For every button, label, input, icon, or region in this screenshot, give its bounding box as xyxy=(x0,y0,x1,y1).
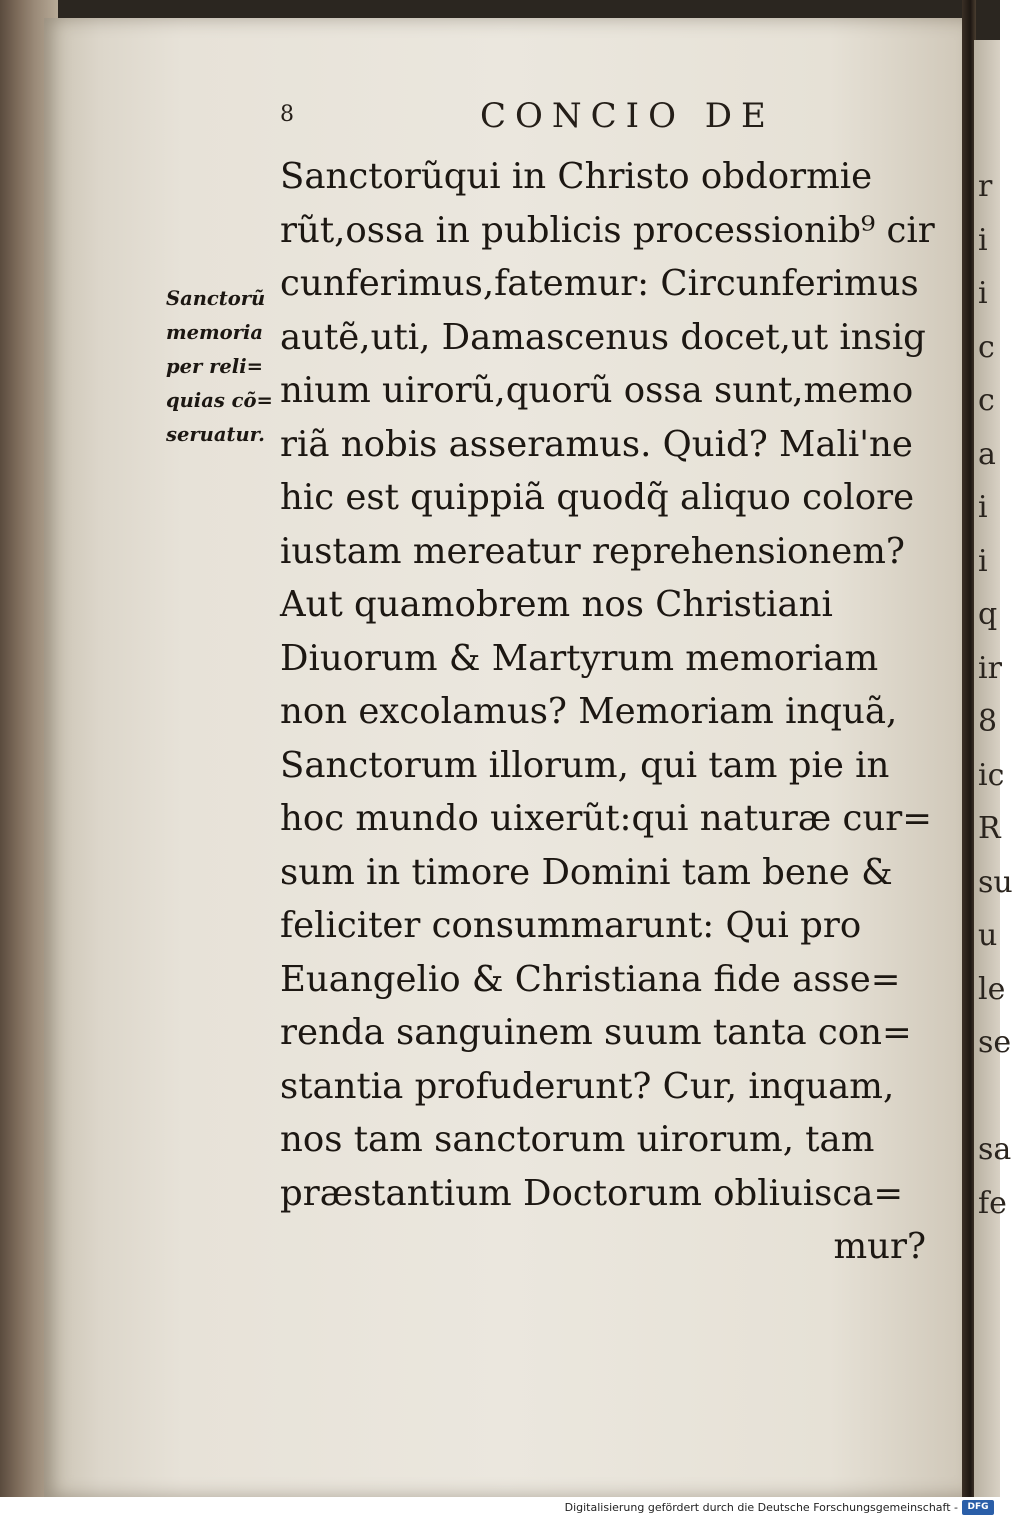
text-line: feliciter consummarunt: Qui pro xyxy=(280,905,862,946)
text-line: hic est quippiã quodq̃ aliquo colore xyxy=(280,477,915,518)
text-line: autẽ,uti, Damascenus docet,ut insig xyxy=(280,316,926,358)
next-page-fragment: u xyxy=(978,918,998,953)
footer-credit: Digitalisierung gefördert durch die Deutsche Forschungsgemeinschaft - xyxy=(564,1501,958,1514)
next-page-fragment: le xyxy=(978,971,1006,1007)
next-page-fragment: ic xyxy=(978,757,1005,793)
text-line: non excolamus? Memoriam inquã, xyxy=(280,691,898,732)
next-page-fragment: fe xyxy=(978,1185,1007,1221)
text-line: stantia profuderunt? Cur, inquam, xyxy=(280,1065,895,1107)
text-line: riã nobis asseramus. Quid? Mali'ne xyxy=(280,423,913,465)
text-line: renda sanguinem suum tanta con= xyxy=(280,1012,912,1053)
marginal-note-line: quias cõ= xyxy=(166,389,273,412)
next-page-fragment: r xyxy=(978,169,993,204)
footer-bar xyxy=(0,1497,1000,1519)
next-page-fragment: R xyxy=(978,811,1001,846)
next-page-fragment: 8 xyxy=(978,704,998,739)
text-line: Diuorum & Martyrum memoriam xyxy=(280,637,879,679)
marginal-note xyxy=(166,282,294,452)
text-line: Sanctorũqui in Christo obdormie xyxy=(280,156,873,197)
marginal-note-line: Sanctorũ xyxy=(166,287,266,310)
next-page-fragment: q xyxy=(978,597,998,632)
marginal-note-line: per reli= xyxy=(166,355,263,378)
next-page-fragment xyxy=(978,1070,1000,1124)
next-page-fragment: ir xyxy=(978,650,1002,686)
text-line: nium uirorũ,quorũ ossa sunt,memo xyxy=(280,370,914,411)
next-page-fragment: c xyxy=(978,383,995,418)
page-number: 8 xyxy=(280,102,294,127)
dfg-logo: DFG xyxy=(962,1500,994,1515)
page-header xyxy=(270,96,810,140)
main-text-block xyxy=(280,150,956,1274)
next-page-fragment: su xyxy=(978,864,1013,900)
next-page-fragment: a xyxy=(978,436,996,472)
next-page-fragment: i xyxy=(978,222,988,258)
text-line: Sanctorum illorum, qui tam pie in xyxy=(280,744,890,786)
next-page-text-fragments xyxy=(978,160,1013,1230)
next-page-fragment: i xyxy=(978,276,988,311)
text-line: hoc mundo uixerũt:qui naturæ cur= xyxy=(280,798,932,839)
marginal-note-line: memoria xyxy=(166,321,263,344)
next-page-fragment: sa xyxy=(978,1132,1012,1167)
text-line: Euangelio & Christiana fide asse= xyxy=(280,958,901,1000)
text-line: nos tam sanctorum uirorum, tam xyxy=(280,1119,875,1160)
next-page-fragment: i xyxy=(978,543,988,579)
next-page-fragment: se xyxy=(978,1025,1012,1060)
text-line: cunferimus,fatemur: Circunferimus xyxy=(280,263,919,304)
text-line: Aut quamobrem nos Christiani xyxy=(280,584,833,625)
next-page-fragment: i xyxy=(978,490,988,525)
text-line: mur? xyxy=(833,1226,926,1267)
text-line: rũt,ossa in publicis processionib⁹ cir xyxy=(280,209,935,251)
text-line: sum in timore Domini tam bene & xyxy=(280,851,893,893)
marginal-note-line: seruatur. xyxy=(166,423,265,446)
running-title: CONCIO DE xyxy=(480,96,775,136)
text-line: iustam mereatur reprehensionem? xyxy=(280,530,905,572)
text-line: præstantium Doctorum obliuisca= xyxy=(280,1172,904,1214)
next-page-fragment: c xyxy=(978,329,995,365)
